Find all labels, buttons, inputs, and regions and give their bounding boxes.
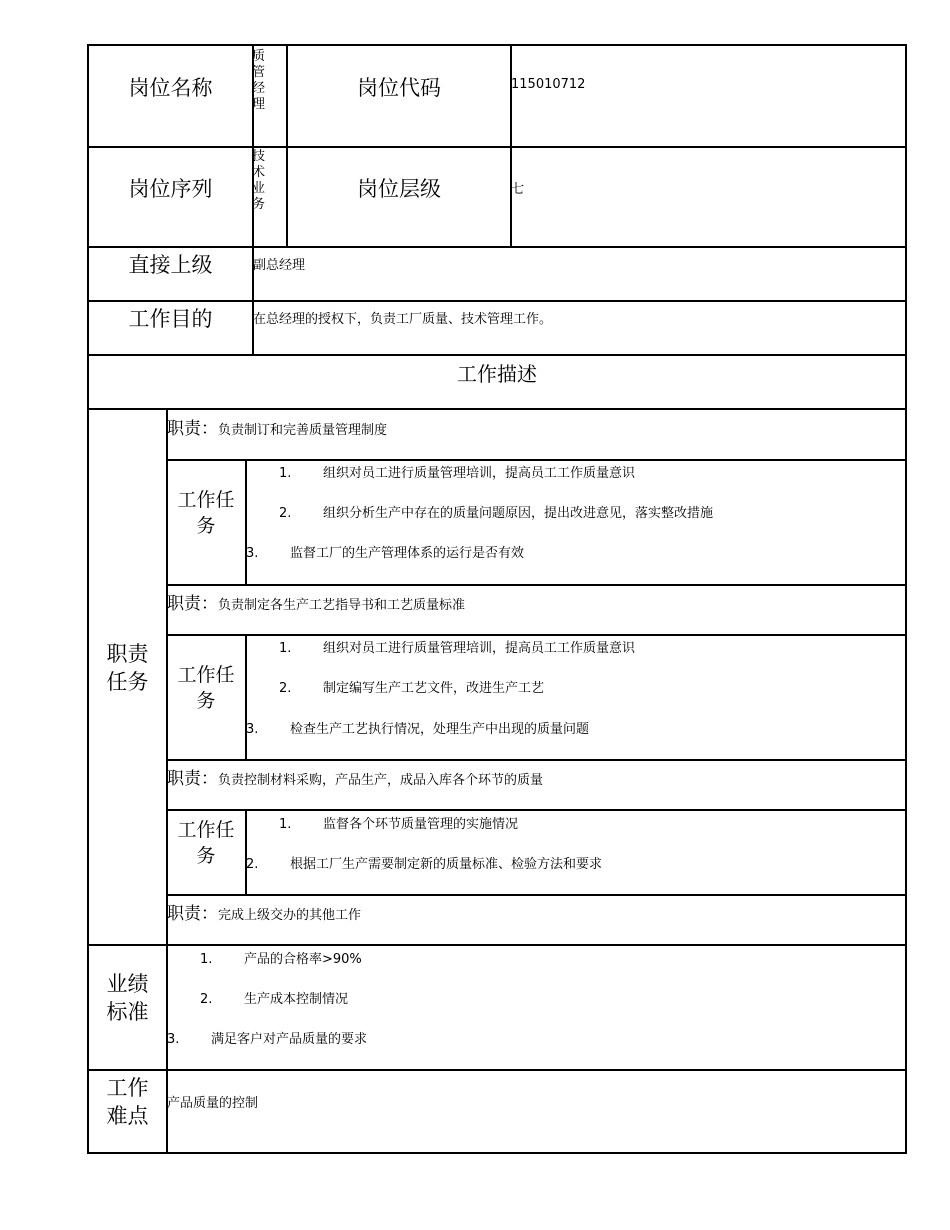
task-item: 3. 检查生产工艺执行情况，处理生产中出现的质量问题 bbox=[246, 722, 590, 737]
position-code-value: 115010712 bbox=[511, 77, 586, 92]
difficulty-value: 产品质量的控制 bbox=[167, 1096, 259, 1111]
superior-label: 直接上级 bbox=[128, 253, 213, 277]
position-seq-label: 岗位序列 bbox=[128, 177, 213, 201]
duty-row bbox=[167, 414, 387, 439]
position-seq-value: 技术业务 bbox=[252, 149, 266, 212]
duties-label: 职责任务 bbox=[106, 642, 149, 694]
position-name-value: 质管经理 bbox=[252, 49, 266, 112]
performance-item: 1. 产品的合格率>90% bbox=[200, 952, 362, 967]
duty-row bbox=[167, 764, 543, 789]
performance-item: 3. 满足客户对产品质量的要求 bbox=[167, 1032, 368, 1047]
task-item: 1. 监督各个环节质量管理的实施情况 bbox=[279, 817, 519, 832]
duty-text: 负责控制材料采购，产品生产，成品入库各个环节的质量 bbox=[218, 773, 544, 788]
task-item: 3. 监督工厂的生产管理体系的运行是否有效 bbox=[246, 546, 525, 561]
task-label: 工作任务 bbox=[177, 819, 235, 867]
purpose-value: 在总经理的授权下，负责工厂质量、技术管理工作。 bbox=[253, 312, 553, 327]
task-item: 2. 组织分析生产中存在的质量问题原因，提出改进意见，落实整改措施 bbox=[279, 506, 714, 521]
duty-prefix: 职责： bbox=[167, 419, 218, 439]
task-item: 2. 制定编写生产工艺文件，改进生产工艺 bbox=[279, 681, 545, 696]
position-code-label: 岗位代码 bbox=[357, 76, 441, 100]
description-title: 工作描述 bbox=[457, 362, 537, 386]
performance-item: 2. 生产成本控制情况 bbox=[200, 992, 349, 1007]
duty-row bbox=[167, 589, 465, 614]
position-name-label: 岗位名称 bbox=[128, 76, 213, 100]
superior-value: 副总经理 bbox=[253, 258, 306, 273]
duty-text: 完成上级交办的其他工作 bbox=[218, 908, 362, 923]
duty-prefix: 职责： bbox=[167, 769, 218, 789]
purpose-label: 工作目的 bbox=[128, 307, 213, 331]
position-level-label: 岗位层级 bbox=[357, 177, 441, 201]
duty-text: 负责制订和完善质量管理制度 bbox=[218, 423, 388, 438]
duty-prefix: 职责： bbox=[167, 594, 218, 614]
task-label: 工作任务 bbox=[177, 664, 235, 712]
task-item: 1. 组织对员工进行质量管理培训，提高员工工作质量意识 bbox=[279, 466, 636, 481]
task-item: 2. 根据工厂生产需要制定新的质量标准、检验方法和要求 bbox=[246, 857, 603, 872]
task-label: 工作任务 bbox=[177, 489, 235, 537]
duty-text: 负责制定各生产工艺指导书和工艺质量标准 bbox=[218, 598, 466, 613]
performance-label: 业绩标准 bbox=[106, 972, 149, 1024]
difficulty-label: 工作难点 bbox=[106, 1076, 149, 1128]
task-item: 1. 组织对员工进行质量管理培训，提高员工工作质量意识 bbox=[279, 641, 636, 656]
duty-prefix: 职责： bbox=[167, 904, 218, 924]
duty-row bbox=[167, 899, 361, 924]
position-level-value: 七 bbox=[511, 182, 525, 197]
